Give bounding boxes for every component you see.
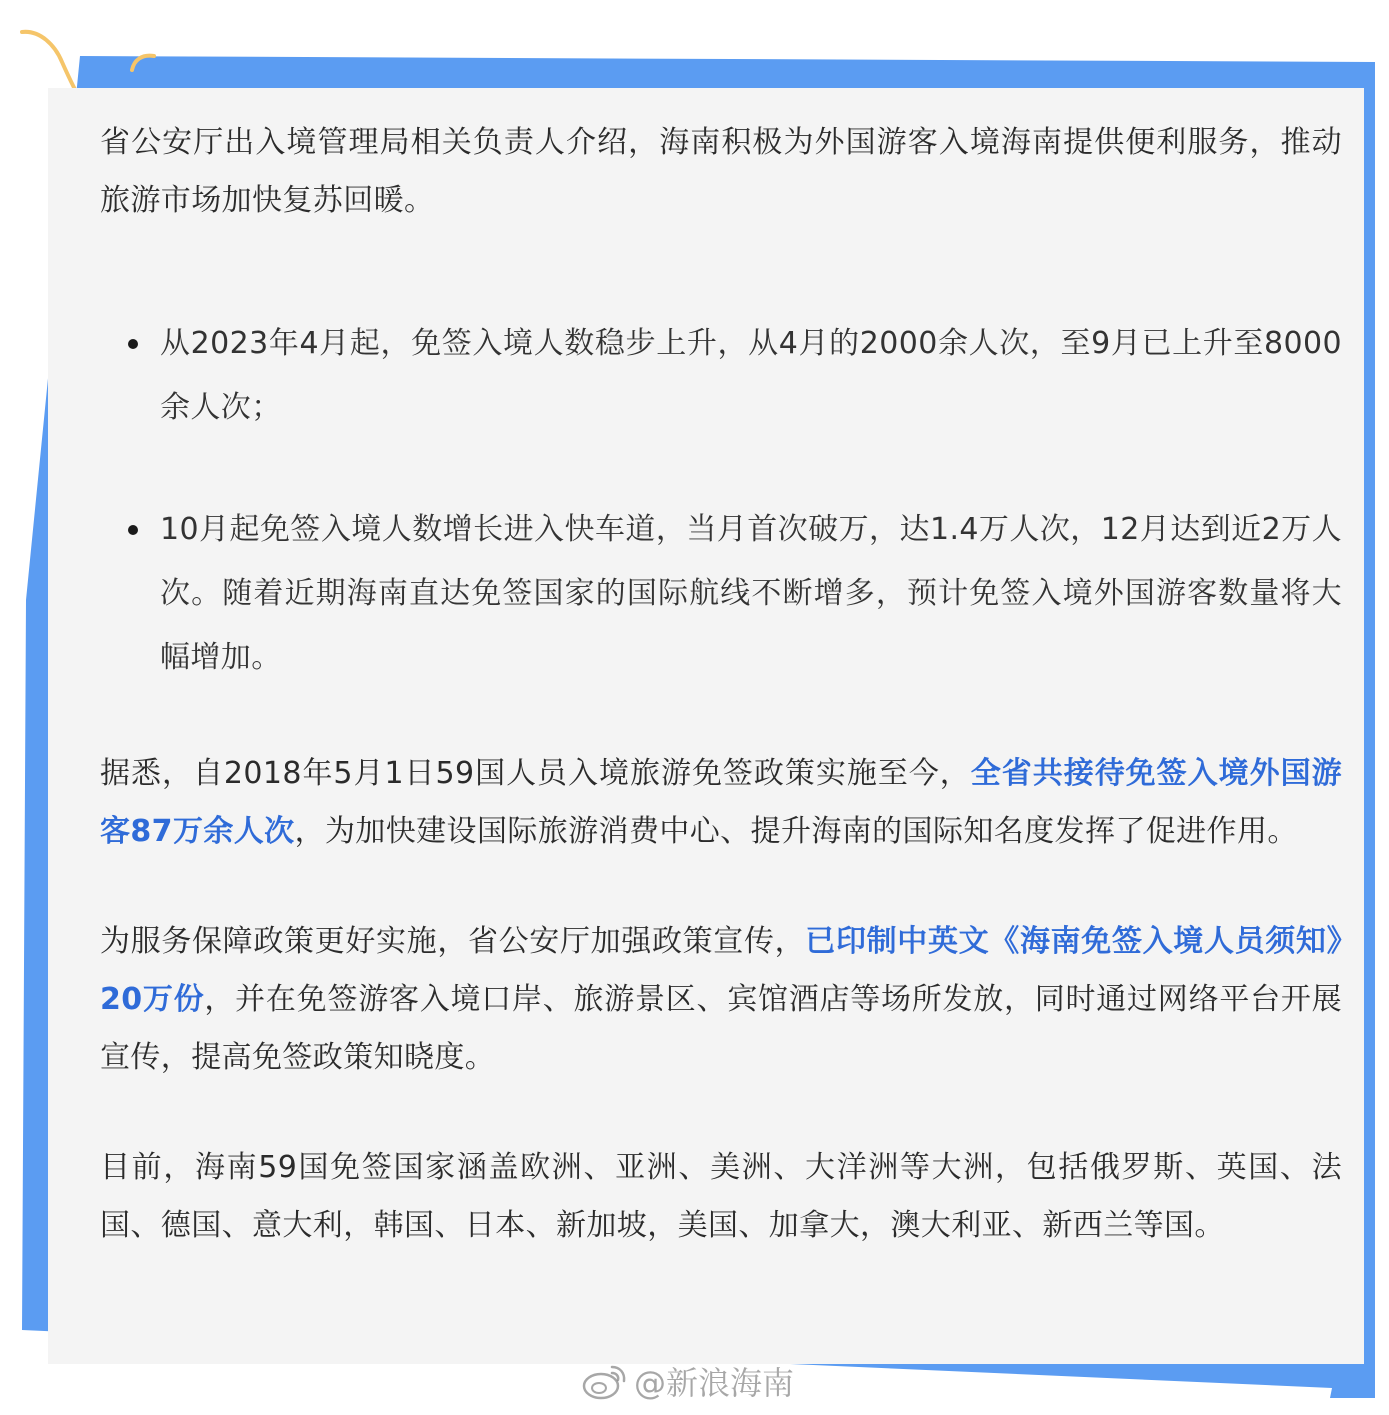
paragraph-text: ，为加快建设国际旅游消费中心、提升海南的国际知名度发挥了促进作用。 <box>294 814 1298 849</box>
paragraph-text: 据悉，自2018年5月1日59国人员入境旅游免签政策实施至今， <box>100 756 971 791</box>
visitors-highlight: 全省共接待免签入境外国游客87万余人次 <box>100 756 1342 849</box>
bullet-icon <box>128 525 138 535</box>
visitors-paragraph <box>100 745 1342 861</box>
watermark-text: @新浪海南 <box>634 1364 795 1402</box>
bullet-text: 从2023年4月起，免签入境人数稳步上升，从4月的2000余人次，至9月已上升至8000余人次； <box>160 326 1342 425</box>
bullet-text: 10月起免签入境人数增长进入快车道，当月首次破万，达1.4万人次，12月达到近2万人次。随着近期海南直达免签国家的国际航线不断增多，预计免签入境外国游客数量将大幅增加。 <box>160 512 1342 675</box>
bullet-icon <box>128 339 138 349</box>
paragraph-text: 为服务保障政策更好实施，省公安厅加强政策宣传， <box>100 924 806 959</box>
booklet-highlight: 已印制中英文《海南免签入境人员须知》20万份 <box>100 924 1342 1017</box>
stats-list <box>100 312 1342 690</box>
article-card <box>48 88 1364 1364</box>
intro-paragraph: 省公安厅出入境管理局相关负责人介绍，海南积极为外国游客入境海南提供便利服务，推动旅游市场加快复苏回暖。 <box>100 125 1342 218</box>
weibo-watermark <box>582 1358 794 1404</box>
list-item <box>100 312 1342 440</box>
weibo-icon <box>582 1361 628 1401</box>
countries-paragraph: 目前，海南59国免签国家涵盖欧洲、亚洲、美洲、大洋洲等大洲，包括俄罗斯、英国、法国、德国、意大利，韩国、日本、新加坡，美国、加拿大，澳大利亚、新西兰等国。 <box>100 1150 1342 1243</box>
paragraph-text: ，并在免签游客入境口岸、旅游景区、宾馆酒店等场所发放，同时通过网络平台开展宣传，提高免签政策知晓度。 <box>100 982 1342 1075</box>
list-item <box>100 498 1342 690</box>
publicity-paragraph <box>100 913 1342 1087</box>
